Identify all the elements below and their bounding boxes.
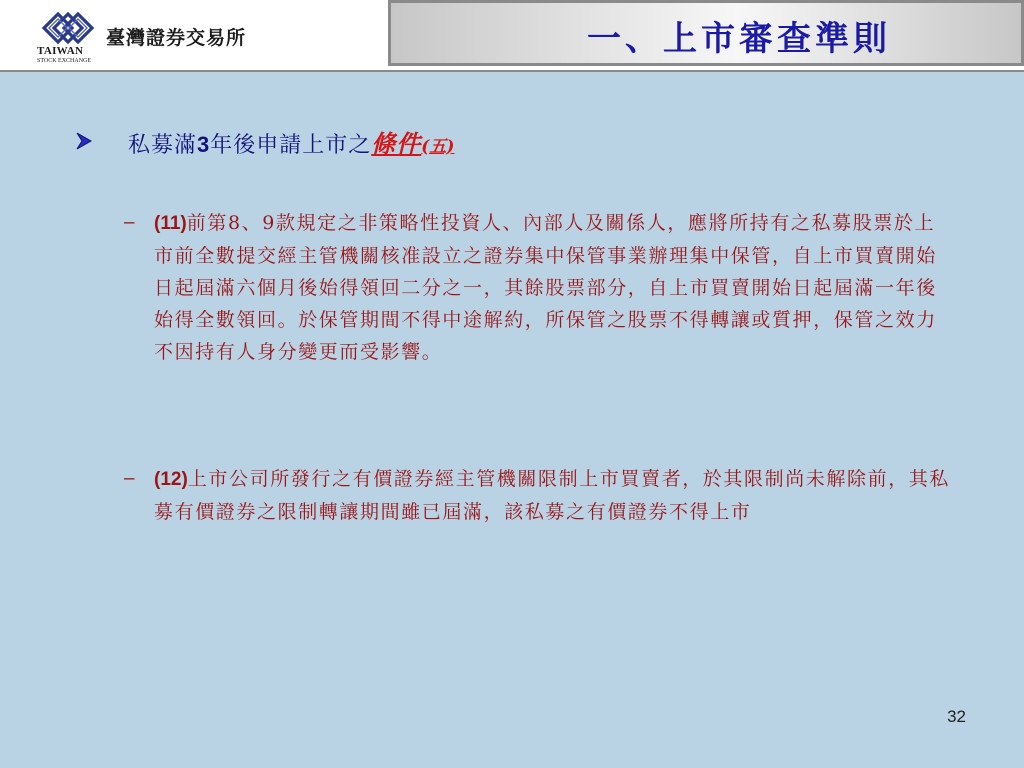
list-item: [124, 207, 950, 368]
slide-title: 一、上市審查準則: [587, 19, 891, 59]
dash-bullet-icon: –: [124, 212, 137, 233]
bullet-text-post: 年後申請上市之: [210, 133, 372, 158]
list-item-number: (11): [154, 213, 187, 234]
list-item-text: 上市公司所發行之有價證券經主管機關限制上市買賣者，於其限制尚未解除前，其私募有價證券之限制轉讓期間雖已屆滿，該私募之有價證券不得上市: [154, 468, 950, 523]
arrow-right-icon: [74, 130, 94, 152]
twse-logo-icon: [36, 8, 100, 48]
logo-block: [0, 0, 388, 70]
bullet-emphasis-paren: (五): [421, 137, 455, 157]
list-item-number: (12): [154, 469, 188, 490]
list-item-body: [154, 207, 950, 368]
list-item: [124, 463, 950, 528]
logo-english-sub: STOCK EXCHANGE: [37, 58, 92, 64]
list-item-body: [154, 463, 950, 528]
bullet-text: [128, 128, 371, 159]
page-number: 32: [947, 707, 966, 726]
logo-chinese: 臺灣證券交易所: [106, 27, 247, 49]
list-item-text: 前第8、9款規定之非策略性投資人、內部人及關係人，應將所持有之私募股票於上市前全數提交經主管機關核准設立之證券集中保管事業辦理集中保管，自上市買賣開始日起屆滿六個月後始得領回二分之一，其餘股票部分，自上市買賣開始日起屆滿一年後始得全數領回。於保管期間不得中途解約，所保管之股票不得轉讓或質押，保管之效力不因持有人身分變更而受影響。: [154, 212, 937, 363]
dash-bullet-icon: –: [124, 468, 137, 489]
slide-header: [0, 0, 1024, 72]
bullet-emphasis: 條件: [371, 129, 422, 158]
bullet-text-pre: 私募滿: [128, 133, 198, 158]
logo-english: TAIWAN: [37, 45, 84, 57]
main-bullet: [74, 124, 454, 159]
title-box: [388, 0, 1024, 66]
bullet-number: 3: [197, 132, 211, 157]
